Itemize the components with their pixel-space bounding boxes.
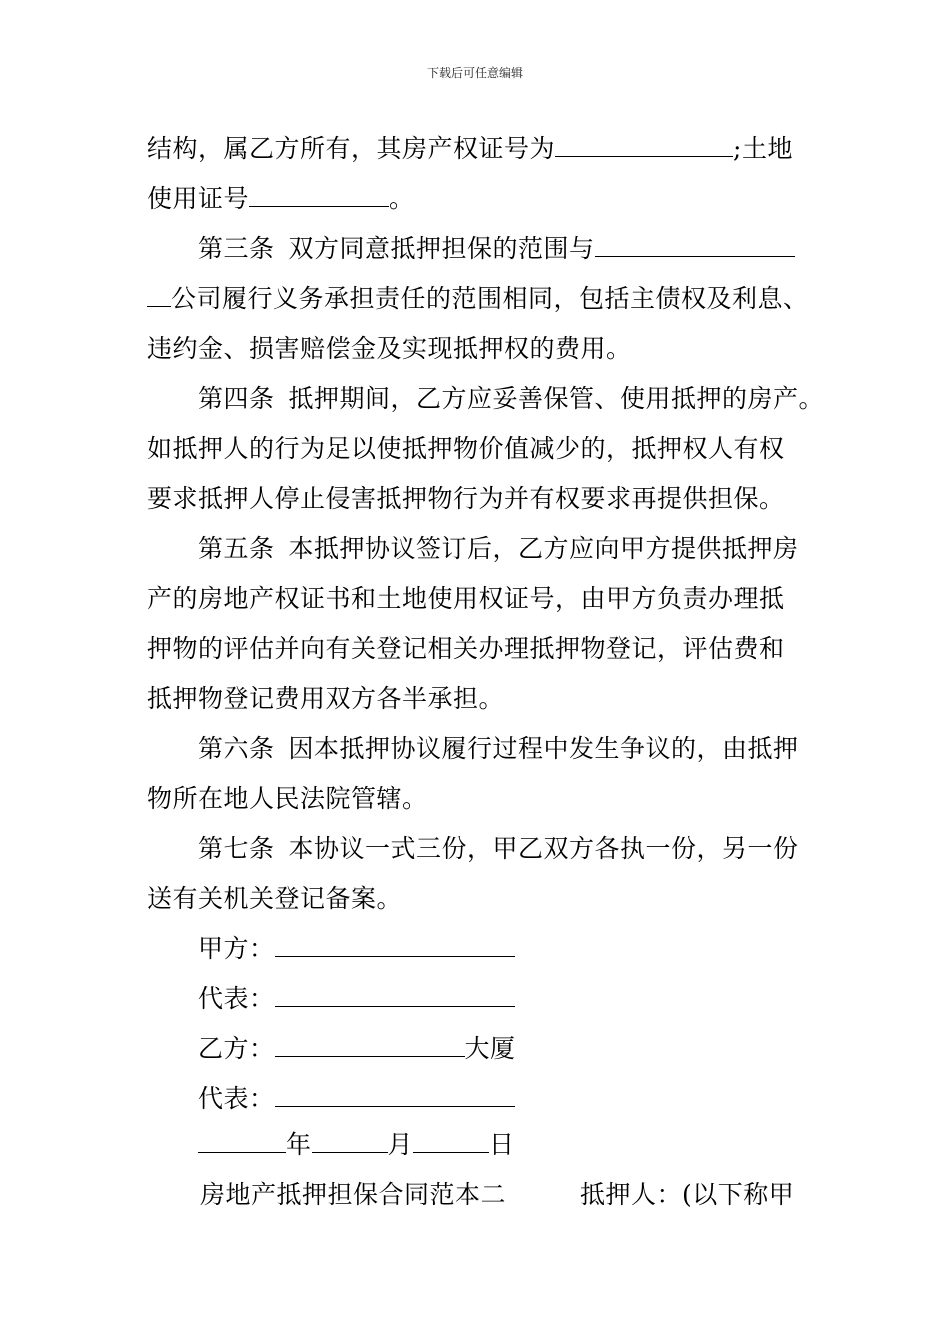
fill-blank	[312, 1130, 388, 1153]
text-span: 本抵押协议签订后，乙方应向甲方提供抵押房	[288, 534, 799, 563]
paragraph-line: 抵押物登记费用双方各半承担。	[147, 684, 505, 713]
article-4-line	[198, 384, 824, 414]
text-span: 因本抵押协议履行过程中发生争议的，由抵押	[288, 734, 799, 763]
next-contract-title: 房地产抵押担保合同范本二	[200, 1180, 507, 1209]
paragraph-line: 押物的评估并向有关登记相关办理抵押物登记，评估费和	[147, 634, 785, 663]
paragraph-line: 如抵押人的行为足以使抵押物价值减少的，抵押权人有权	[147, 434, 785, 463]
text-span: 双方同意抵押担保的范围与	[288, 234, 595, 263]
text-span: 本协议一式三份，甲乙双方各执一份，另一份	[288, 834, 799, 863]
field-label: 代表：	[198, 984, 275, 1013]
fill-blank	[249, 184, 389, 207]
fill-blank	[198, 1130, 286, 1153]
text-span: 结构，属乙方所有，其房产权证号为	[147, 134, 556, 163]
fill-blank	[555, 134, 733, 157]
text-span: 使用证号	[147, 184, 250, 213]
article-5-line	[198, 534, 799, 564]
article-number: 第七条	[198, 834, 275, 863]
fill-blank	[275, 984, 515, 1007]
paragraph-line: 送有关机关登记备案。	[147, 884, 403, 913]
article-3-line	[198, 234, 795, 264]
paragraph-line	[147, 184, 415, 214]
text-span: 大厦	[464, 1034, 516, 1063]
signature-date	[198, 1130, 515, 1160]
next-contract-start: 抵押人：(以下称甲	[580, 1180, 795, 1209]
signature-rep-2	[198, 1084, 515, 1114]
fill-blank	[275, 1084, 515, 1107]
paragraph-line	[147, 284, 809, 314]
article-7-line	[198, 834, 799, 864]
text-span: ;土地	[733, 134, 793, 163]
fill-blank	[275, 934, 515, 957]
date-unit: 年	[286, 1130, 312, 1159]
paragraph-line	[147, 134, 793, 164]
article-number: 第三条	[198, 234, 275, 263]
text-span: 。	[389, 184, 415, 213]
paragraph-line: 违约金、损害赔偿金及实现抵押权的费用。	[147, 334, 632, 363]
field-label: 乙方：	[198, 1034, 275, 1063]
fill-blank	[413, 1130, 489, 1153]
text-span: 抵押期间，乙方应妥善保管、使用抵押的房产。	[288, 384, 825, 413]
text-span: 公司履行义务承担责任的范围相同，包括主债权及利息、	[171, 284, 809, 313]
field-label: 代表：	[198, 1084, 275, 1113]
fill-blank	[595, 234, 795, 257]
fill-blank	[275, 1034, 465, 1057]
article-number: 第四条	[198, 384, 275, 413]
field-label: 甲方：	[198, 934, 275, 963]
paragraph-line: 要求抵押人停止侵害抵押物行为并有权要求再提供担保。	[147, 484, 785, 513]
signature-rep-1	[198, 984, 515, 1014]
article-6-line	[198, 734, 799, 764]
date-unit: 日	[489, 1130, 515, 1159]
date-unit: 月	[387, 1130, 414, 1159]
fill-blank	[147, 284, 171, 307]
paragraph-line: 产的房地产权证书和土地使用权证号，由甲方负责办理抵	[147, 584, 785, 613]
article-number: 第六条	[198, 734, 275, 763]
paragraph-line: 物所在地人民法院管辖。	[147, 784, 428, 813]
signature-party-b	[198, 1034, 516, 1064]
signature-party-a	[198, 934, 515, 964]
page-header-note: 下载后可任意编辑	[426, 66, 523, 80]
article-number: 第五条	[198, 534, 275, 563]
